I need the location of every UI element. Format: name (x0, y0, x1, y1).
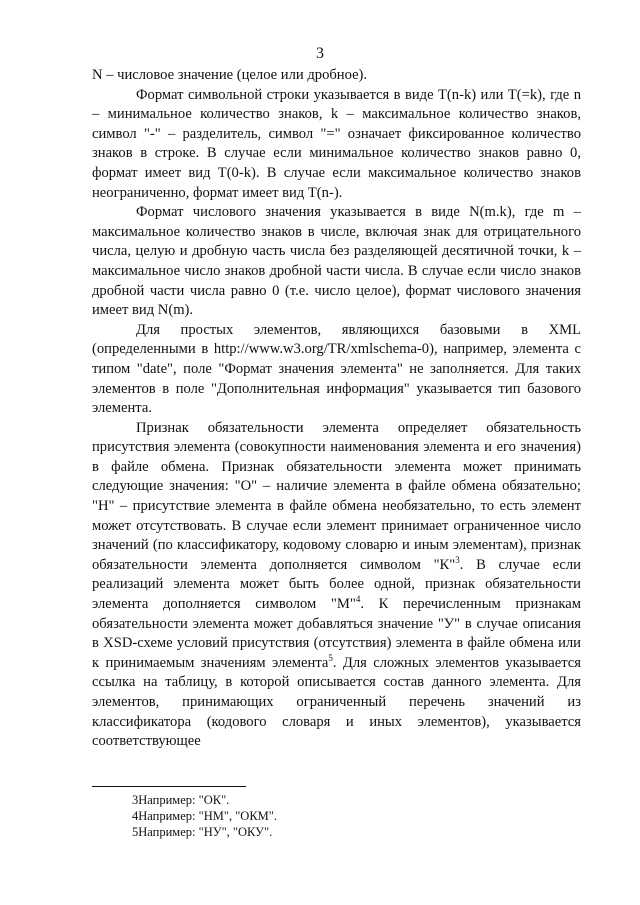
footnote-5: 5Например: "НУ", "ОКУ". (132, 825, 273, 839)
paragraph-number-format-legend: N – числовое значение (целое или дробное). (92, 67, 368, 83)
body-text (92, 66, 581, 752)
paragraph-number-format: Формат числового значения указывается в виде N(m.k), где m – максимальное количество знаков в числе, включая знак для отрицательного числа, целую и дробную часть числа без разделяющей десятичной точки, k – максимальное число знаков дробной части числа. В случае если число знаков дробной части числа равно 0 (т.е. число целое), формат числового значения имеет вид N(m). (92, 204, 581, 319)
mandatory-text-part-3: . К перечисленным признакам обязательности элемента может добавляться значение "У" в случае описания в XSD-схеме условий присутствия (отсутствия) элемента в файле обмена или к принимаемым значениям элемента (92, 596, 581, 671)
paragraph-xml-simple-elements: Для простых элементов, являющихся базовыми в XML (определенными в http://www.w3.org/TR/xmlschema-0), например, элемента с типом "date", поле "Формат значения элемента" не заполняется. Для таких элементов в поле "Дополнительная информация" указывается тип базового элемента. (92, 321, 581, 417)
mandatory-text-part-1: Признак обязательности элемента определяет обязательность присутствия элемента (совокупности наименования элемента и его значения) в файле обмена. Признак обязательности элемента может принимать следующие значения: "О" – наличие элемента в файле обмена обязательно; "Н" – присутствие элемента в файле обмена необязательно, то есть элемент может отсутствовать. В случае если элемент принимает ограниченное число значений (по классификатору, кодовому словарю и иным элементам), признак обязательности элемента дополняется символом "К" (92, 419, 581, 573)
footnote-ref-3[interactable]: 3 (455, 554, 460, 565)
footnote-separator (92, 786, 246, 787)
footnote-3: 3Например: "ОК". (132, 793, 230, 807)
footnotes (132, 792, 277, 840)
page-number: 3 (316, 45, 324, 62)
footnote-ref-5[interactable]: 5 (328, 652, 333, 663)
footnote-4: 4Например: "НМ", "ОКМ". (132, 809, 278, 823)
footnote-ref-4[interactable]: 4 (355, 594, 361, 605)
mandatory-text-part-4: . Для сложных элементов указывается ссылка на таблицу, в которой описывается состав данного элемента. Для элементов, принимающих ограниченный перечень значений из классификатора (кодового словаря и иных элементов), указывается соответствующее (92, 654, 581, 750)
mandatory-text-part-2: . В случае если реализаций элемента может быть более одной, признак обязательности элемента дополняется символом "М" (92, 556, 581, 613)
paragraph-string-format: Формат символьной строки указывается в виде T(n-k) или T(=k), где n – минимальное количество знаков, k – максимальное количество знаков, символ "-" – разделитель, символ "=" означает фиксированное количество знаков в строке. В случае если минимальное количество знаков равно 0, формат имеет вид T(0-k). В случае если максимальное количество знаков неограниченно, формат имеет вид T(n-). (92, 86, 581, 201)
paragraph-mandatory-flag (92, 419, 581, 752)
